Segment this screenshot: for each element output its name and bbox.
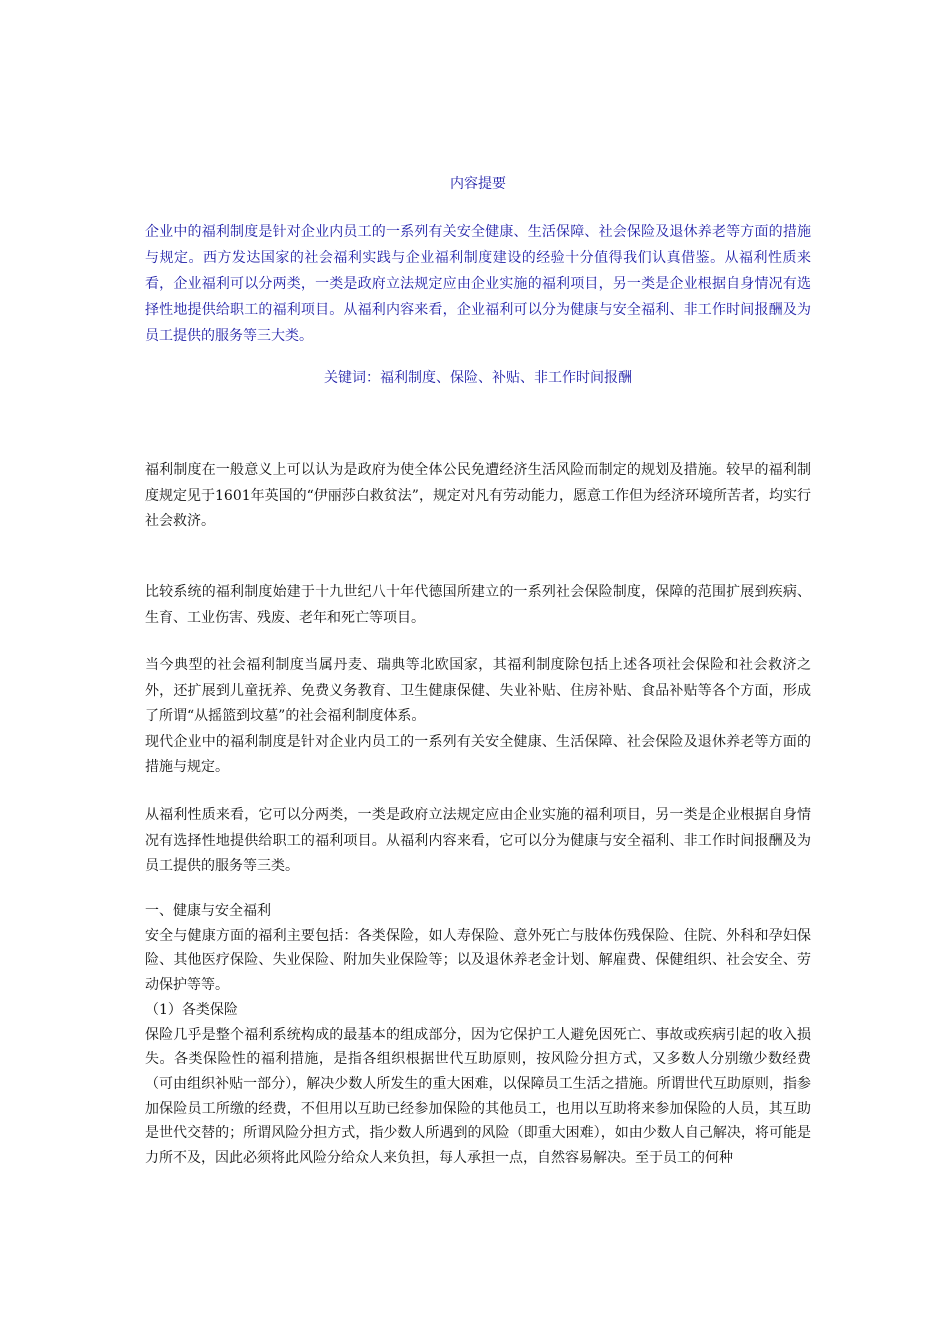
paragraph-welfare-history: 比较系统的福利制度始建于十九世纪八十年代德国所建立的一系列社会保险制度，保障的范围扩展到疾病、生育、工业伤害、残废、老年和死亡等项目。	[145, 584, 811, 626]
paragraph-welfare-classification: 从福利性质来看，它可以分两类，一类是政府立法规定应由企业实施的福利项目，另一类是企业根据自身情况有选择性地提供给职工的福利项目。从福利内容来看，它可以分为健康与安全福利、非工作时间报酬及为员工提供的服务等三类。	[145, 807, 811, 874]
section-text: 安全与健康方面的福利主要包括：各类保险，如人寿保险、意外死亡与肢体伤残保险、住院、外科和孕妇保险、其他医疗保险、失业保险、附加失业保险等；以及退休养老金计划、解雇费、保健组织、社会安全、劳动保护等等。	[145, 927, 811, 994]
section-heading: 一、健康与安全福利	[145, 903, 271, 919]
paragraph-welfare-definition: 福利制度在一般意义上可以认为是政府为使全体公民免遭经济生活风险而制定的规划及措施。较早的福利制度规定见于1601年英国的“伊丽莎白救贫法”，规定对凡有劳动能力，愿意工作但为经济环境所苦者，均实行社会救济。	[145, 462, 811, 529]
abstract-text: 企业中的福利制度是针对企业内员工的一系列有关安全健康、生活保障、社会保险及退休养老等方面的措施与规定。西方发达国家的社会福利实践与企业福利制度建设的经验十分值得我们认真借鉴。从福利性质来看，企业福利可以分两类，一类是政府立法规定应由企业实施的福利项目，另一类是企业根据自身情况有选择性地提供给职工的福利项目。从福利内容来看，企业福利可以分为健康与安全福利、非工作时间报酬及为员工提供的服务等三大类。	[145, 224, 811, 344]
paragraph-nordic-welfare: 当今典型的社会福利制度当属丹麦、瑞典等北欧国家，其福利制度除包括上述各项社会保险和社会救济之外，还扩展到儿童抚养、免费义务教育、卫生健康保健、失业补贴、住房补贴、食品补贴等各个方面，形成了所谓“从摇篮到坟墓”的社会福利制度体系。	[145, 657, 811, 724]
section-health-safety	[145, 899, 811, 1171]
keywords-line: 关键词：福利制度、保险、补贴、非工作时间报酬	[324, 370, 632, 386]
subsection-text: 保险几乎是整个福利系统构成的最基本的组成部分，因为它保护工人避免因死亡、事故或疾病引起的收入损失。各类保险性的福利措施，是指各组织根据世代互助原则，按风险分担方式，又多数人分别缴少数经费（可由组织补贴一部分），解决少数人所发生的重大困难，以保障员工生活之措施。所谓世代互助原则，指参加保险员工所缴的经费，不但用以互助已经参加保险的其他员工，也用以互助将来参加保险的人员，其互助是世代交替的；所谓风险分担方式，指少数人所遇到的风险（即重大困难），如由少数人自己解决，将可能是力所不及，因此必须将此风险分给众人来负担，每人承担一点，自然容易解决。至于员工的何种	[145, 1026, 811, 1167]
paragraph-modern-enterprise: 现代企业中的福利制度是针对企业内员工的一系列有关安全健康、生活保障、社会保险及退休养老等方面的措施与规定。	[145, 733, 811, 775]
subsection-heading: （1）各类保险	[145, 1001, 238, 1018]
abstract-title: 内容提要	[450, 176, 506, 192]
paragraph-group-nordic	[145, 653, 811, 781]
